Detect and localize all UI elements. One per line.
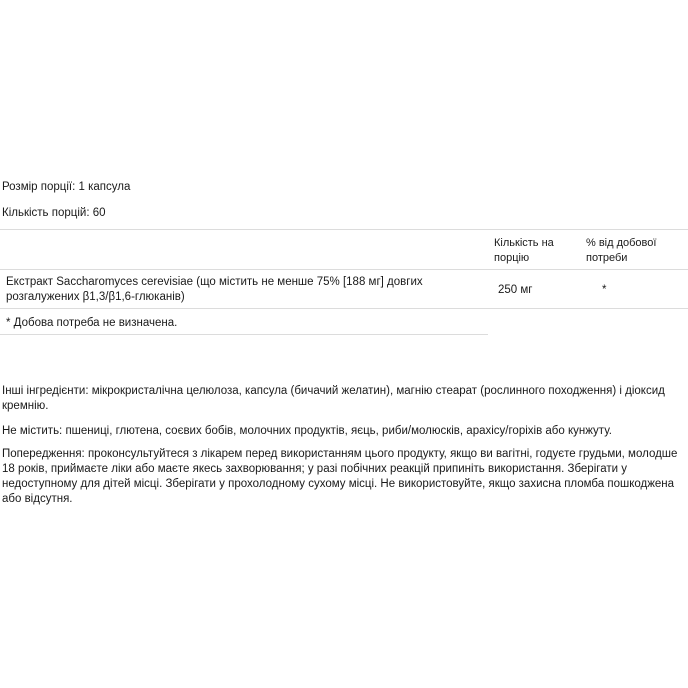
column-header-amount: Кількість на порцію bbox=[494, 237, 554, 264]
ingredient-daily-value: * bbox=[602, 284, 607, 296]
table-footnote: * Добова потреба не визначена. bbox=[6, 317, 178, 329]
ingredient-name: Екстракт Saccharomyces cerevisiae (що містить не менше 75% [188 мг] довгих розгалужених β1,3/β1,6-глюканів) bbox=[6, 276, 423, 303]
column-header-daily-value: % від добової потреби bbox=[586, 237, 657, 264]
table-bottom-divider bbox=[0, 334, 488, 335]
servings-per-container: Кількість порцій: 60 bbox=[2, 207, 106, 219]
allergen-free-statement: Не містить: пшениці, глютена, соєвих бобів, молочних продуктів, яєць, риби/молюсків, арахісу/горіхів або кунжуту. bbox=[2, 425, 612, 437]
ingredient-amount: 250 мг bbox=[498, 284, 533, 296]
table-row-divider bbox=[0, 308, 688, 309]
other-ingredients: Інші інгредієнти: мікрокристалічна целюлоза, капсула (бичачий желатин), магнію стеарат (рослинного походження) і діоксид кремнію. bbox=[2, 385, 665, 412]
warning-text: Попередження: проконсультуйтеся з лікарем перед використанням цього продукту, якщо ви вагітні, годуєте грудьми, молодше 18 років, приймаєте ліки або маєте якесь захворювання; у разі побічних реакцій припиніть використання. Зберігати у недоступному для дітей місці. Зберігати у прохолодному сухому місці. Не використовуйте, якщо захисна пломба пошкоджена або відсутня. bbox=[2, 448, 678, 505]
table-header-divider bbox=[0, 269, 688, 270]
table-top-divider bbox=[0, 229, 688, 230]
serving-size: Розмір порції: 1 капсула bbox=[2, 181, 131, 193]
